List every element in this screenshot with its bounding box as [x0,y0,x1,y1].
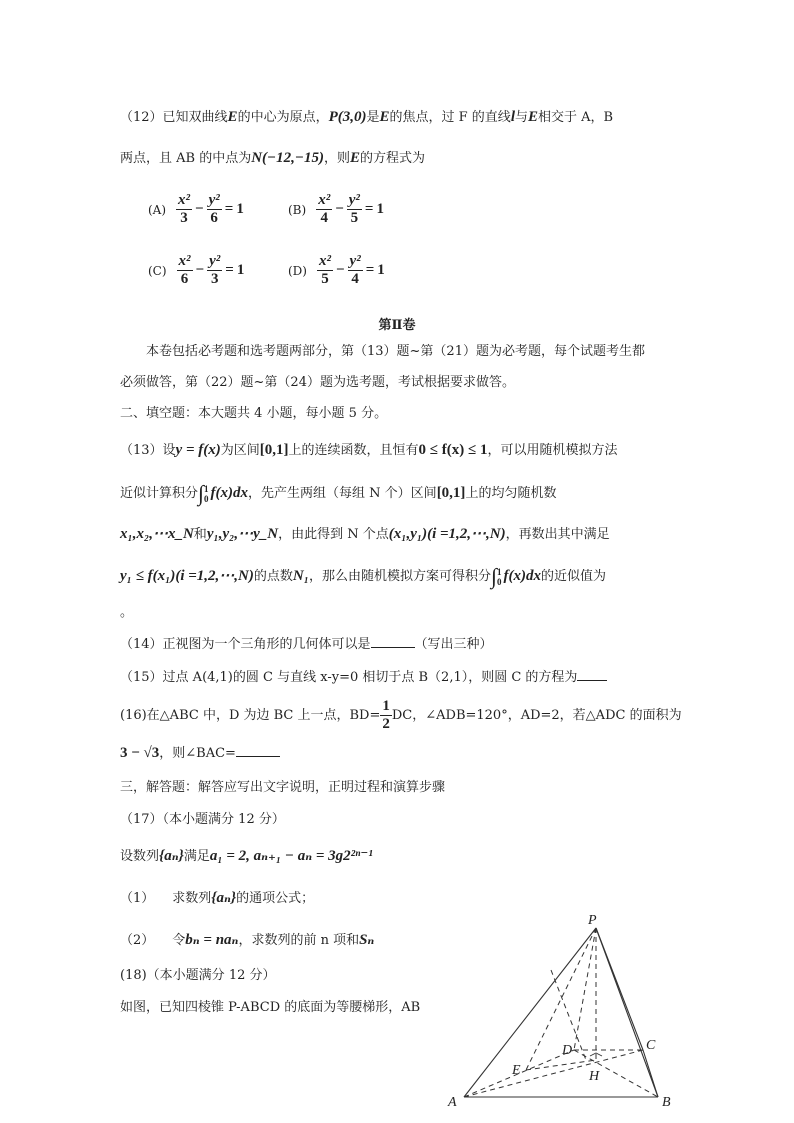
q13-line4: y₁ ≤ f(x₁)(i =1,2,⋯,N)的点数N₁，那么由随机模拟方案可得积分∫ 1 0 f(x)dx的近似值为 [120,563,607,589]
math-E: E [227,109,238,125]
q12-line1: （12）已知双曲线E的中心为原点，P(3,0)是E的焦点，过 F 的直线l与E相交于 A，B [120,109,614,125]
q16-line1: (16)在△ABC 中，D 为边 BC 上一点，BD= $\frac{1}{2}$ DC，∠ADB=120°，AD=2，若△ADC 的面积为 [120,698,682,732]
edge-PC-solid [596,928,643,1050]
option-d: (D) $\frac{\text{x²}}{5}$ − $\frac{\text{y²}}{4}$ = 1 [288,253,385,287]
option-b: (B) $\frac{\text{x²}}{4}$ − $\frac{\text{y²}}{5}$ = 1 [288,192,384,226]
q17-head: （17）（本小题满分 12 分） [120,812,285,827]
q16-answer-blank[interactable] [236,742,280,757]
q16-line2: 3 − √3，则∠BAC= [120,742,280,764]
q15-line: （15）过点 A(4,1)的圆 C 与直线 x-y=0 相切于点 B（2,1），则圆 C 的方程为 [120,666,607,688]
intro-line2: 必须做答，第（22）题~第（24）题为选考题，考试根据要求做答。 [120,375,515,390]
pyramid-figure [446,910,686,1120]
section2-title: 第Ⅱ卷 [378,318,416,333]
label-D: D [562,1043,573,1058]
edge-EH [526,1060,596,1070]
intro-line1: 本卷包括必考题和选考题两部分，第（13）题~第（21）题为必考题，每个试题考生都 [146,344,645,359]
q18-head: (18)（本小题满分 12 分） [120,968,276,983]
q14-answer-blank[interactable] [371,633,415,648]
option-a: (A) $\frac{\text{x²}}{3}$ − $\frac{\text{y²}}{6}$ = 1 [148,192,244,226]
q13-line5: 。 [120,605,134,620]
solve-heading: 三，解答题：解答应写出文字说明，正明过程和演算步骤 [120,780,446,795]
q13-line2: 近似计算积分∫ 1 0 f(x)dx，先产生两组（每组 N 个）区间[0,1]上的均匀随机数 [120,480,557,506]
fill-heading: 二、填空题：本大题共 4 小题，每小题 5 分。 [120,406,388,421]
q12-line2: 两点，且 AB 的中点为N(−12,−15)，则E的方程式为 [120,150,426,166]
label-P: P [588,913,597,928]
label-C: C [646,1038,656,1053]
edge-PD [574,928,596,1050]
edge-PA [464,928,596,1097]
q17-part2: （2） 令bₙ = naₙ，求数列的前 n 项和Sₙ [120,932,375,948]
q13-line3: x₁,x₂,⋯x_N和y₁,y₂,⋯y_N，由此得到 N 个点(x₁,y₁)(i =1,2,⋯,N)，再数出其中满足 [120,526,610,542]
label-E: E [512,1063,521,1078]
math-P: P(3,0) [328,109,367,125]
label-B: B [662,1095,671,1110]
q14-line: （14）正视图为一个三角形的几何体可以是 （写出三种） [120,633,493,655]
q17-line1: 设数列{aₙ}满足a₁ = 2, aₙ₊₁ − aₙ = 3g2²ⁿ⁻¹ [120,848,373,864]
math-N: N(−12,−15) [251,150,324,166]
label-H: H [589,1069,600,1084]
q18-line1: 如图，已知四棱锥 P-ABCD 的底面为等腰梯形，AB [120,1000,421,1015]
option-c: (C) $\frac{\text{x²}}{6}$ − $\frac{\text{y²}}{3}$ = 1 [148,253,245,287]
q15-answer-blank[interactable] [577,666,607,681]
q17-part1: （1） 求数列{aₙ}的通项公式； [120,890,315,906]
label-A: A [448,1095,457,1110]
q13-line1: （13）设y = f(x)为区间[0,1]上的连续函数，且恒有0 ≤ f(x) ≤ 1，可以用随机模拟方法 [120,442,618,458]
edge-PE [526,928,596,1070]
